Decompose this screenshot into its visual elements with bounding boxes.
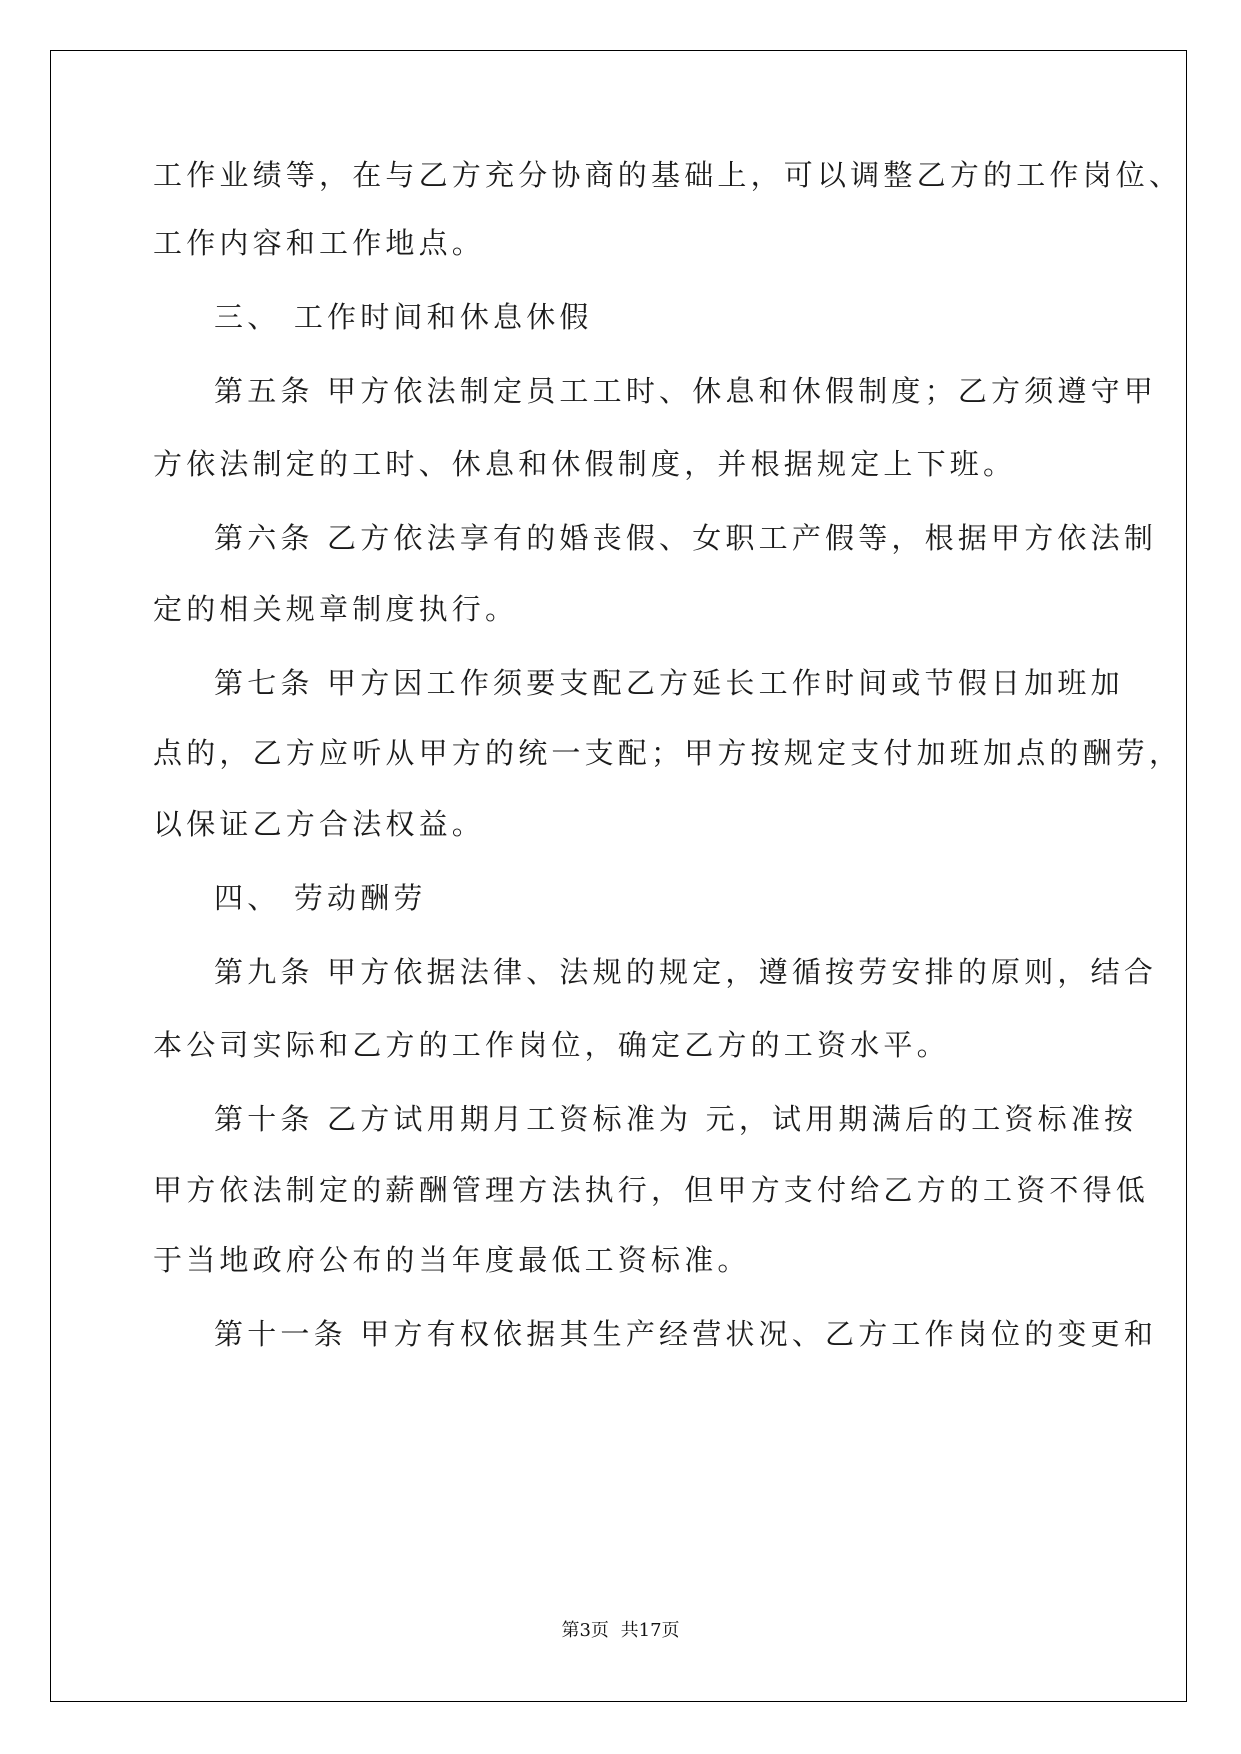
page-footer	[0, 1619, 1241, 1643]
text-line: 第六条 乙方依法享有的婚丧假、女职工产假等，根据甲方依法制	[214, 521, 1158, 555]
text-line: 工作业绩等，在与乙方充分协商的基础上，可以调整乙方的工作岗位、	[153, 158, 1183, 192]
text-line: 第五条 甲方依法制定员工工时、休息和休假制度；乙方须遵守甲	[214, 374, 1158, 408]
text-line: 定的相关规章制度执行。	[153, 592, 519, 626]
text-line: 以保证乙方合法权益。	[153, 807, 486, 841]
text-line: 工作内容和工作地点。	[153, 226, 486, 260]
text-line: 第九条 甲方依据法律、法规的规定，遵循按劳安排的原则，结合	[214, 955, 1158, 989]
text-line: 方依法制定的工时、休息和休假制度，并根据规定上下班。	[153, 447, 1017, 481]
text-line: 第十条 乙方试用期月工资标准为 元，试用期满后的工资标准按	[214, 1102, 1138, 1136]
text-line: 第七条 甲方因工作须要支配乙方延长工作时间或节假日加班加	[214, 666, 1124, 700]
page-number: 第3页	[561, 1620, 609, 1641]
section-heading: 四、 劳动酬劳	[214, 881, 427, 915]
text-line: 本公司实际和乙方的工作岗位，确定乙方的工资水平。	[153, 1028, 950, 1062]
text-line: 于当地政府公布的当年度最低工资标准。	[153, 1243, 751, 1277]
text-line: 甲方依法制定的薪酬管理方法执行，但甲方支付给乙方的工资不得低	[153, 1173, 1150, 1207]
text-line: 第十一条 甲方有权依据其生产经营状况、乙方工作岗位的变更和	[214, 1317, 1158, 1351]
page-total: 共17页	[620, 1620, 680, 1641]
text-line: 点的，乙方应听从甲方的统一支配；甲方按规定支付加班加点的酬劳，	[153, 736, 1183, 770]
section-heading: 三、 工作时间和休息休假	[214, 300, 593, 334]
